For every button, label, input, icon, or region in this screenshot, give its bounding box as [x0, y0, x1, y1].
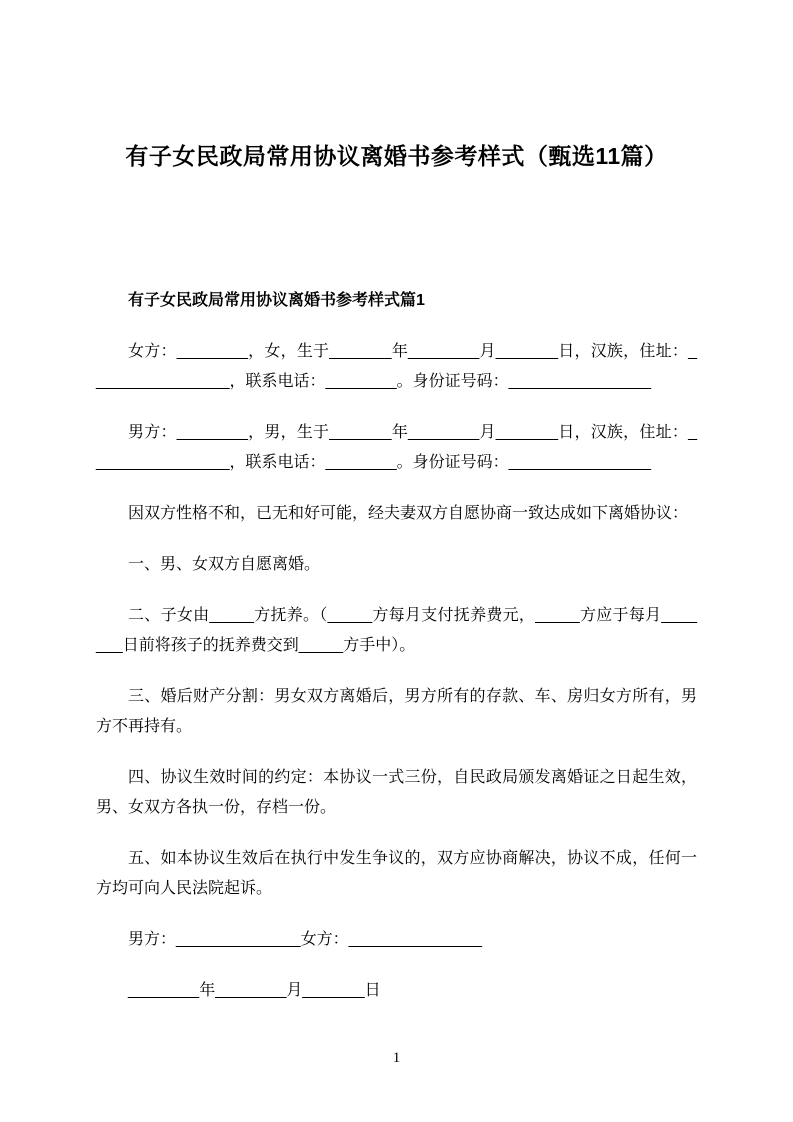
- paragraph-clause-5: 五、如本协议生效后在执行中发生争议的，双方应协商解决，协议不成，任何一方均可向人民法院起诉。: [96, 850, 697, 897]
- section-heading: 有子女民政局常用协议离婚书参考样式篇1: [128, 292, 425, 309]
- paragraph-man-info: 男方：________，男，生于_______年________月_______日，汉族，住址：________________，联系电话：________。身份证号码：________________: [96, 424, 697, 471]
- paragraph-clause-1: 一、男、女双方自愿离婚。: [128, 556, 321, 573]
- paragraph-date-line: ________年________月_______日: [128, 982, 381, 999]
- paragraph-clause-4: 四、协议生效时间的约定：本协议一式三份，自民政局颁发离婚证之日起生效，男、女双方各执一份，存档一份。: [96, 769, 697, 816]
- paragraph-signature-line: 男方：______________女方：_______________: [128, 931, 483, 948]
- document-title: 有子女民政局常用协议离婚书参考样式（甄选11篇）: [125, 143, 668, 169]
- paragraph-woman-info: 女方：________，女，生于_______年________月_______日，汉族，住址：________________，联系电话：________。身份证号码：________________: [96, 343, 697, 390]
- page-number: 1: [392, 1050, 401, 1066]
- paragraph-preamble: 因双方性格不和，已无和好可能，经夫妻双方自愿协商一致达成如下离婚协议：: [128, 505, 689, 522]
- paragraph-clause-2: 二、子女由_____方抚养。（_____方每月支付抚养费元，_____方应于每月_______日前将孩子的抚养费交到_____方手中）。: [96, 607, 697, 654]
- paragraph-clause-3: 三、婚后财产分割：男女双方离婚后，男方所有的存款、车、房归女方所有，男方不再持有。: [96, 688, 697, 735]
